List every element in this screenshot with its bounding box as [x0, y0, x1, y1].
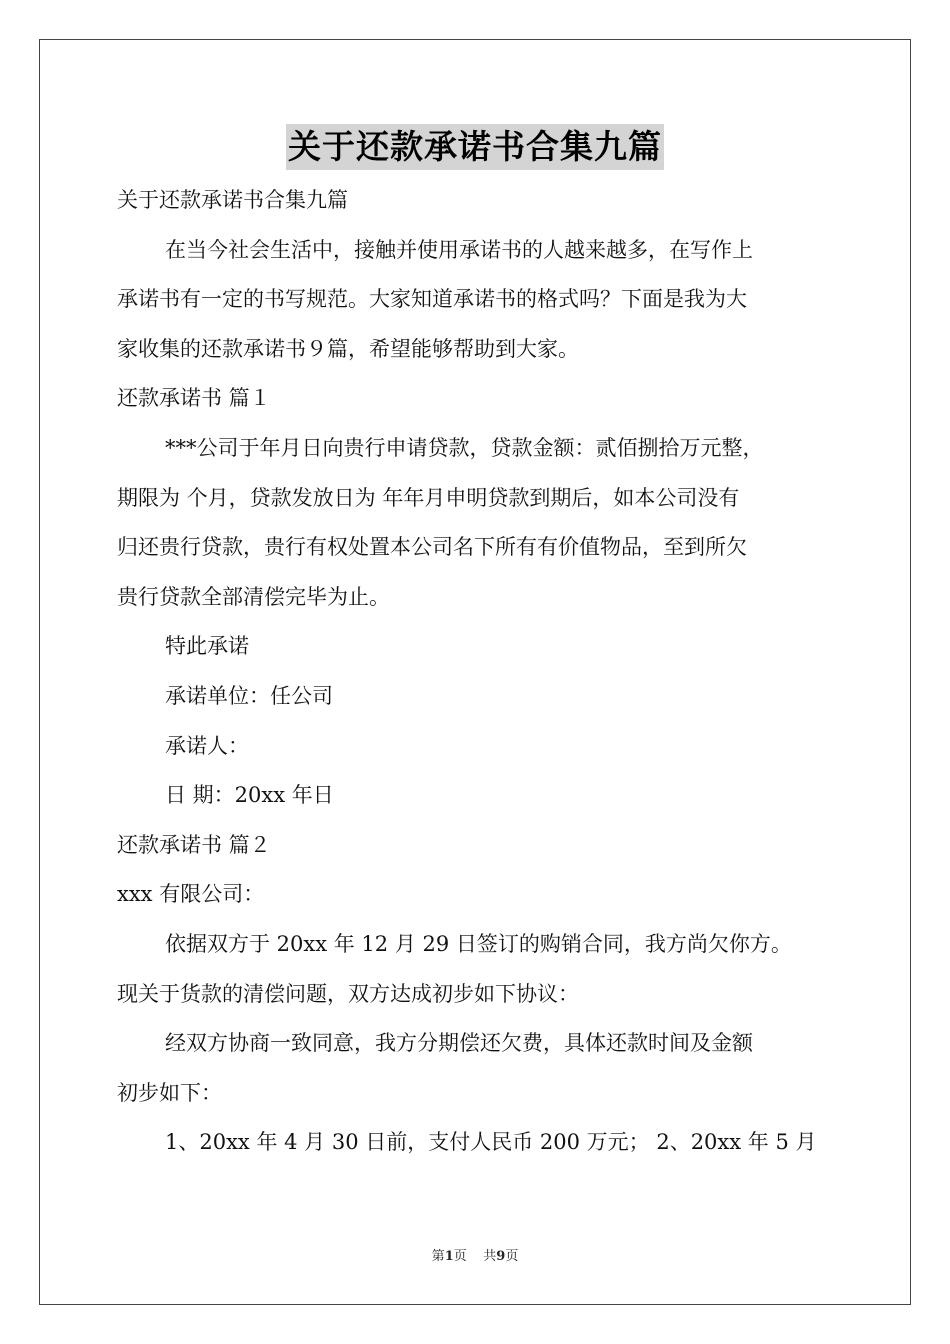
paragraph-line: 归还贵行贷款，贵行有权处置本公司名下所有有价值物品，至到所欠 — [117, 535, 747, 560]
title-container — [0, 124, 950, 170]
paragraph-line: 承诺人： — [165, 733, 249, 758]
document-body — [117, 176, 857, 1168]
paragraph-line: 关于还款承诺书合集九篇 — [117, 188, 348, 212]
paragraph-line: 期限为 个月，贷款发放日为 年年月申明贷款到期后，如本公司没有 — [117, 485, 740, 510]
document-title: 关于还款承诺书合集九篇 — [286, 124, 664, 170]
page-footer — [0, 1245, 950, 1264]
section-heading: 还款承诺书 篇１ — [117, 386, 271, 411]
footer-middle: 页 共 — [453, 1249, 497, 1264]
paragraph-line: xxx 有限公司： — [117, 882, 265, 907]
paragraph-line: 贵行贷款全部清偿完毕为止。 — [117, 584, 390, 609]
footer-suffix: 页 — [505, 1249, 519, 1264]
current-page-number: 1 — [444, 1249, 454, 1264]
paragraph-line: 家收集的还款承诺书９篇，希望能够帮助到大家。 — [117, 336, 579, 361]
paragraph-line: 依据双方于 20xx 年 12 月 29 日签订的购销合同，我方尚欠你方。 — [165, 931, 792, 956]
paragraph-line: 承诺书有一定的书写规范。大家知道承诺书的格式吗？下面是我为大 — [117, 287, 747, 312]
section-heading: 还款承诺书 篇２ — [117, 832, 271, 857]
paragraph-line: 经双方协商一致同意，我方分期偿还欠费，具体还款时间及金额 — [165, 1031, 753, 1056]
footer-prefix: 第 — [431, 1249, 445, 1264]
paragraph-line: 承诺单位：任公司 — [165, 683, 333, 708]
paragraph-line: 1、20xx 年 4 月 30 日前，支付人民币 200 万元； 2、20xx 年 5 月 — [165, 1130, 817, 1155]
paragraph-line: ***公司于年月日向贵行申请贷款，贷款金额：贰佰捌拾万元整， — [165, 435, 764, 460]
total-pages-number: 9 — [496, 1249, 506, 1264]
paragraph-line: 日 期：20xx 年日 — [165, 783, 334, 808]
paragraph-line: 在当今社会生活中，接触并使用承诺书的人越来越多，在写作上 — [165, 237, 753, 262]
paragraph-line: 特此承诺 — [165, 634, 249, 659]
paragraph-line: 现关于货款的清偿问题，双方达成初步如下协议： — [117, 981, 579, 1006]
paragraph-line: 初步如下： — [117, 1080, 222, 1105]
